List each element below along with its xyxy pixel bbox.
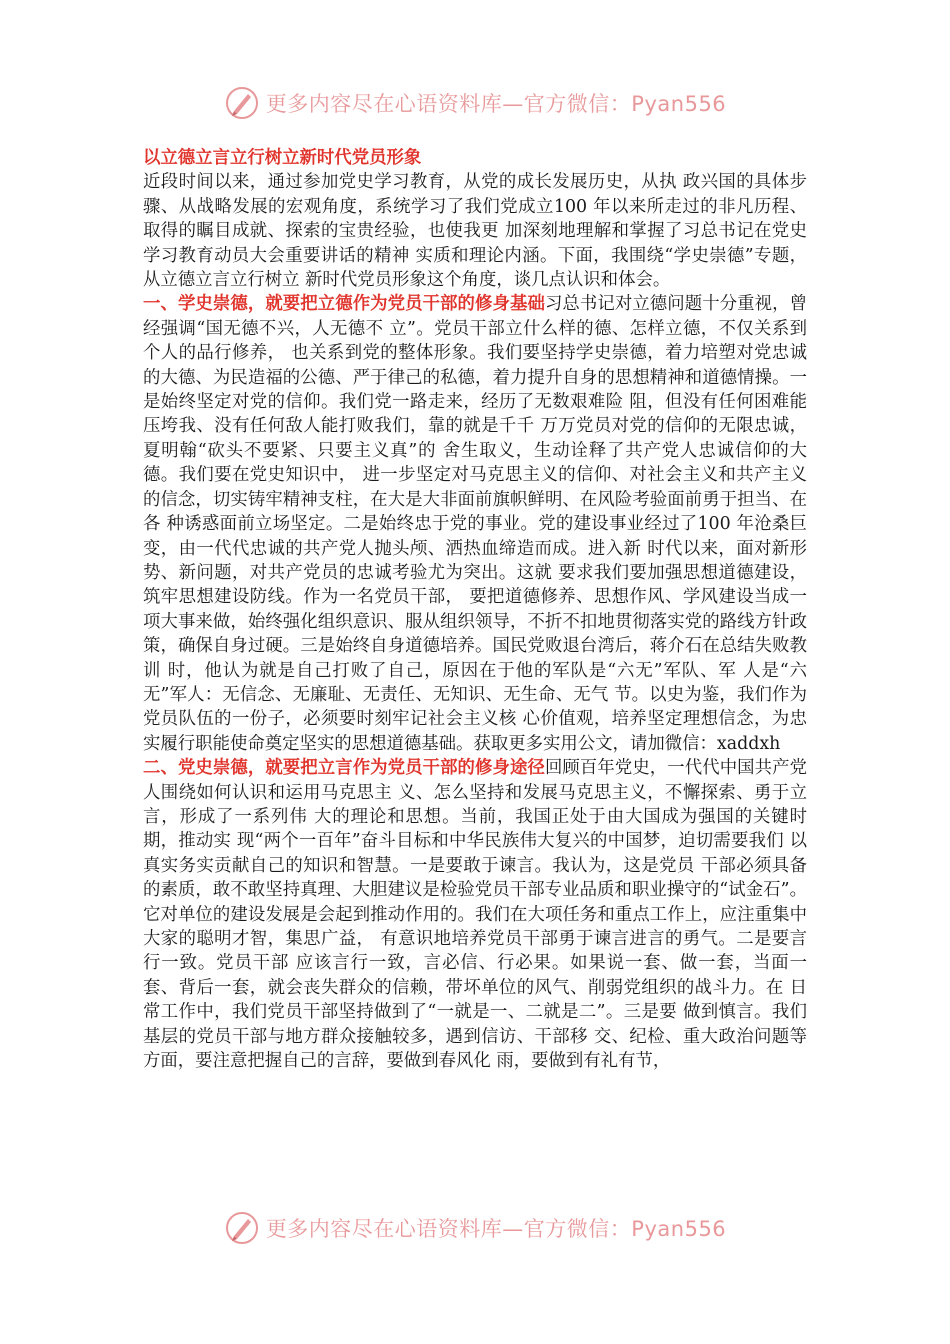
section-2 bbox=[143, 756, 807, 1073]
section-2-body: 回顾百年党史，一代代中国共产党人围绕如何认识和运用马克思主 义、怎么坚持和发展马克思主义，不懈探索、勇于立言，形成了一系列伟 大的理论和思想。当前，我国正处于由大国成为强国的关键时期，推动实 现“两个一百年”奋斗目标和中华民族伟大复兴的中国梦，迫切需要我们 以真实务实贡献自己的知识和智慧。一是要敢于谏言。我认为，这是党员 干部必须具备的素质，敢不敢坚持真理、大胆建议是检验党员干部专业品质和职业操守的“试金石”。它对单位的建设发展是会起到推动作用的。我们在大项任务和重点工作上，应注重集中大家的聪明才智，集思广益， 有意识地培养党员干部勇于谏言进言的勇气。二是要言行一致。党员干部 应该言行一致，言必信、行必果。如果说一套、做一套，当面一套、背后一套，就会丧失群众的信赖，带坏单位的风气、削弱党组织的战斗力。在 日常工作中，我们党员干部坚持做到了“一就是一、二就是二”。三是要 做到慎言。我们基层的党员干部与地方群众接触较多，遇到信访、干部移 交、纪检、重大政治问题等方面，要注意把握自己的言辞，要做到春风化 雨，要做到有礼有节， bbox=[143, 758, 807, 1072]
banner-text: 更多内容尽在心语资料库—官方微信：Pyan556 bbox=[265, 92, 727, 116]
watermark-banner-top bbox=[0, 81, 950, 125]
pen-logo-icon bbox=[224, 85, 260, 121]
intro-paragraph: 近段时间以来，通过参加党史学习教育，从党的成长发展历史，从执 政兴国的具体步骤、从战略发展的宏观角度，系统学习了我们党成立100 年以来所走过的非凡历程、取得的瞩目成就、探索的宝贵经验，也使我更 加深刻地理解和掌握了习总书记在党史学习教育动员大会重要讲话的精神 实质和理论内涵。下面，我围绕“学史崇德”专题，从立德立言立行树立 新时代党员形象这个角度，谈几点认识和体会。 bbox=[143, 172, 807, 291]
article-body bbox=[143, 146, 807, 1073]
watermark-banner-bottom bbox=[0, 1206, 950, 1250]
banner-text: 更多内容尽在心语资料库—官方微信：Pyan556 bbox=[265, 1217, 727, 1241]
section-1 bbox=[143, 292, 807, 756]
document-title: 以立德立言立行树立新时代党员形象 bbox=[143, 148, 422, 168]
section-1-heading: 一、学史崇德，就要把立德作为党员干部的修身基础 bbox=[143, 294, 545, 315]
section-2-heading: 二、党史崇德，就要把立言作为党员干部的修身途径 bbox=[143, 758, 545, 779]
pen-logo-icon bbox=[224, 1210, 260, 1246]
section-1-body: 习总书记对立德问题十分重视，曾经强调“国无德不兴，人无德不 立”。党员干部立什么样的德、怎样立德，不仅关系到个人的品行修养， 也关系到党的整体形象。我们要坚持学史崇德，着力培塑对党忠诚的大德、为民造福的公德、严于律己的私德，着力提升自身的思想精神和道德情操。一是始终坚定对党的信仰。我们党一路走来，经历了无数艰难险 阻，但没有任何困难能压垮我、没有任何敌人能打败我们，靠的就是千千 万万党员对党的信仰的无限忠诚，夏明翰“砍头不要紧、只要主义真”的 舍生取义，生动诠释了共产党人忠诚信仰的大德。我们要在党史知识中， 进一步坚定对马克思主义的信仰、对社会主义和共产主义的信念，切实铸牢精神支柱，在大是大非面前旗帜鲜明、在风险考验面前勇于担当、在各 种诱惑面前立场坚定。二是始终忠于党的事业。党的建设事业经过了100 年沧桑巨变，由一代代忠诚的共产党人抛头颅、洒热血缔造而成。进入新 时代以来，面对新形势、新问题，对共产党员的忠诚考验尤为突出。这就 要求我们要加强思想道德建设，筑牢思想建设防线。作为一名党员干部， 要把道德修养、思想作风、学风建设当成一项大事来做，始终强化组织意识、服从组织领导，不折不扣地贯彻落实党的路线方针政策，确保自身过硬。三是始终自身道德培养。国民党败退台湾后，蒋介石在总结失败教训 时，他认为就是自己打败了自己，原因在于他的军队是“六无”军队、军 人是“六无”军人：无信念、无廉耻、无责任、无知识、无生命、无气 节。以史为鉴，我们作为党员队伍的一份子，必须要时刻牢记社会主义核 心价值观，培养坚定理想信念，为忠实履行职能使命奠定坚实的思想道德基础。获取更多实用公文，请加微信：xaddxh bbox=[143, 294, 807, 754]
